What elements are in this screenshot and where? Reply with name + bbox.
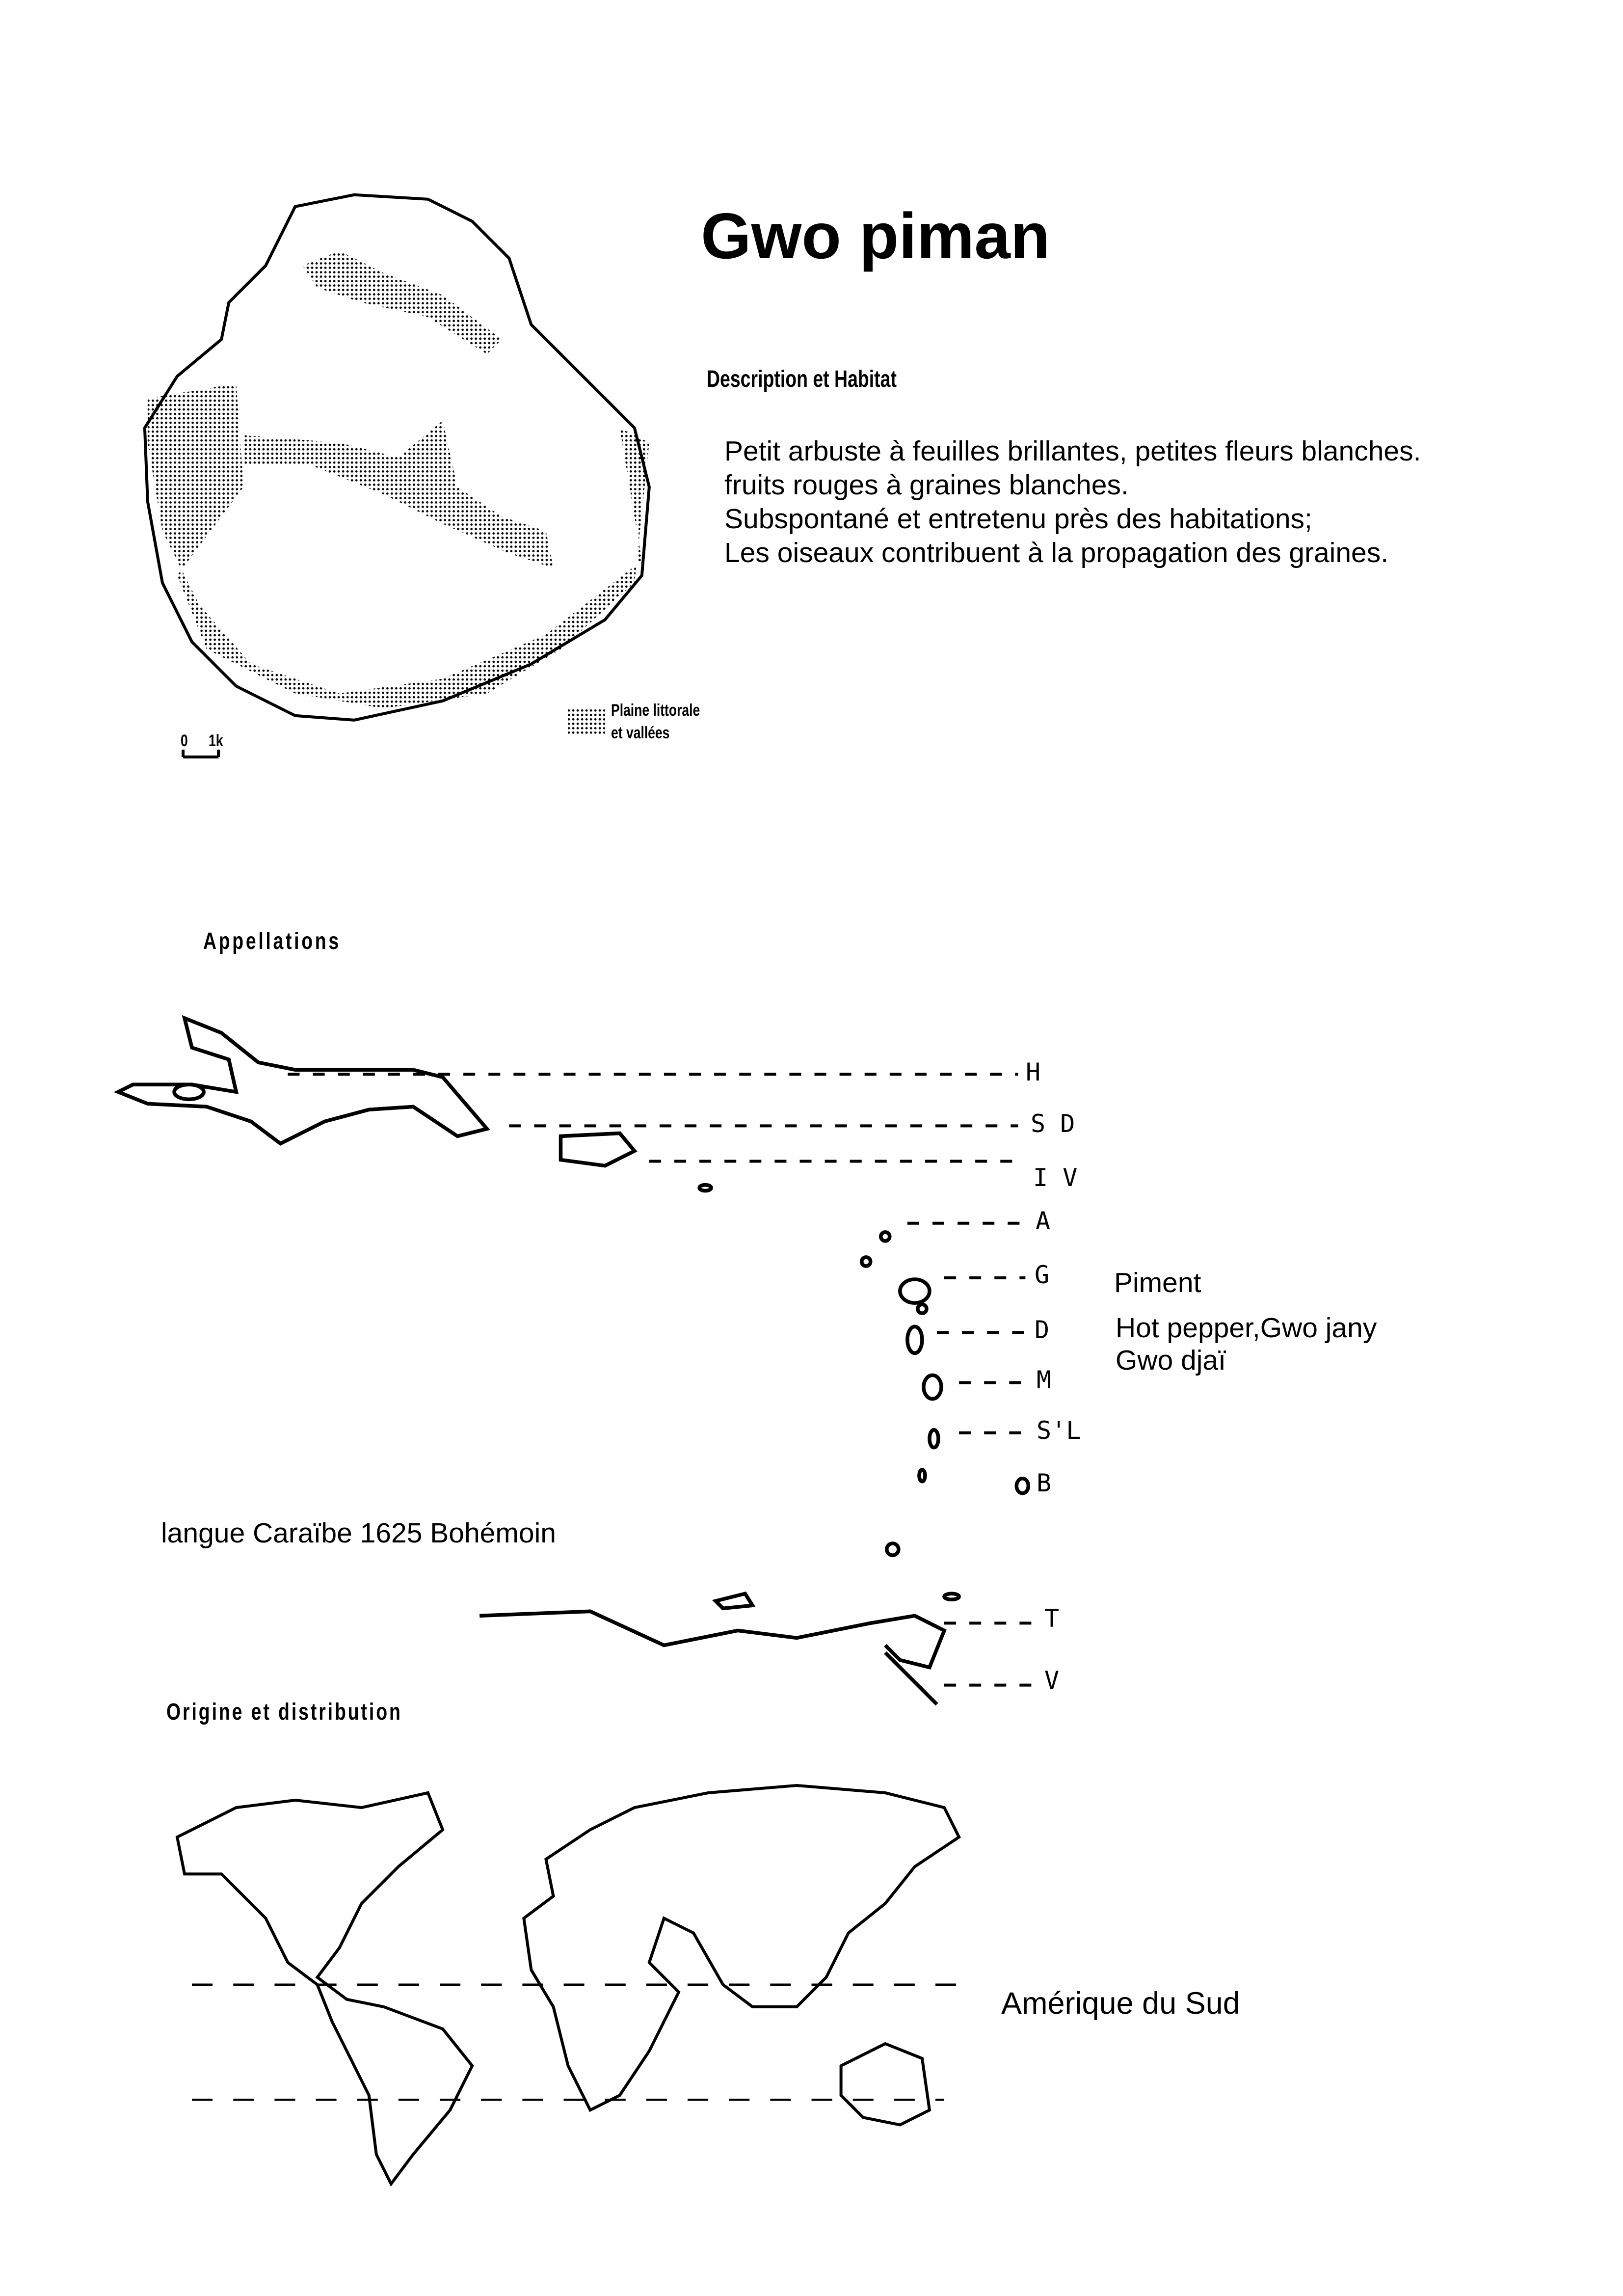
map-legend-line2: et vallées	[611, 724, 670, 742]
name-hot-pepper: Hot pepper,Gwo jany	[1116, 1312, 1377, 1344]
scale-zero: 0	[181, 731, 188, 750]
island-code: A	[1036, 1207, 1051, 1235]
origin-region: Amérique du Sud	[1001, 1986, 1240, 2021]
island-code: T	[1044, 1604, 1060, 1633]
island-code: B	[1037, 1469, 1052, 1497]
description-line: fruits rouges à graines blanches.	[724, 469, 1129, 501]
island-code: H	[1026, 1058, 1041, 1086]
description-text	[724, 434, 1421, 570]
name-gwo-djai: Gwo djaï	[1116, 1345, 1226, 1376]
island-code: V	[1044, 1666, 1060, 1695]
origin-heading: Origine et distribution	[166, 1699, 402, 1725]
world-map	[177, 1785, 959, 2184]
appellations-heading: Appellations	[203, 928, 341, 954]
island-code: S'L	[1037, 1416, 1081, 1445]
scale-unit: 1k	[209, 731, 223, 750]
description-line: Petit arbuste à feuilles brillantes, petites fleurs blanches.	[724, 435, 1421, 467]
island-code: I V	[1033, 1163, 1078, 1192]
description-heading: Description et Habitat	[707, 366, 897, 392]
carib-language-note: langue Caraïbe 1625 Bohémoin	[161, 1517, 556, 1549]
island-code: D	[1035, 1316, 1050, 1344]
name-piment: Piment	[1114, 1267, 1201, 1298]
page-title: Gwo piman	[701, 200, 1050, 272]
map-legend-line1: Plaine littorale	[611, 701, 700, 720]
island-code: G	[1035, 1261, 1050, 1289]
island-code: M	[1037, 1366, 1052, 1394]
caribbean-map	[118, 1018, 1040, 1704]
description-line: Les oiseaux contribuent à la propagation des graines.	[724, 537, 1389, 568]
description-line: Subspontané et entretenu près des habitations;	[724, 503, 1312, 535]
island-map	[145, 195, 649, 757]
island-code: S D	[1031, 1109, 1075, 1138]
